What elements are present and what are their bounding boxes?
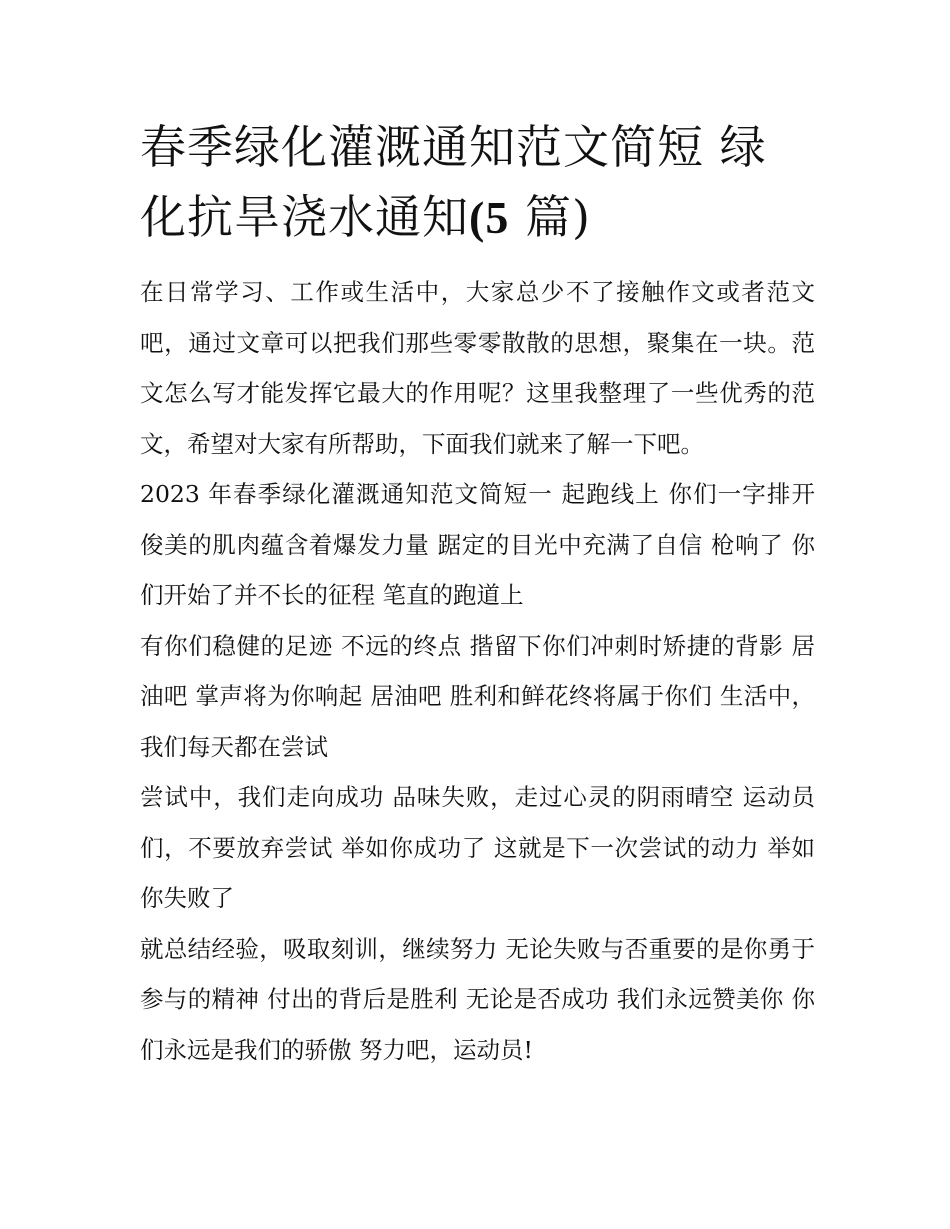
intro-paragraph: 在日常学习、工作或生活中，大家总少不了接触作文或者范文吧，通过文章可以把我们那些零零散散的思想，聚集在一块。范文怎么写才能发挥它最大的作用呢？这里我整理了一些优秀的范文，希望对大家有所帮助，下面我们就来了解一下吧。 — [140, 278, 815, 458]
body-paragraph: 2023 年春季绿化灌溉通知范文简短一 起跑线上 你们一字排开 俊美的肌肉蕴含着爆发力量 踞定的目光中充满了自信 枪响了 你们开始了并不长的征程 笔直的跑道上 — [140, 480, 815, 609]
title-line-1: 春季绿化灌溉通知范文简短 绿 — [140, 120, 767, 174]
body-paragraph: 有你们稳健的足迹 不远的终点 揩留下你们冲刺时矫捷的背影 居油吧 掌声将为你响起 居油吧 胜利和鲜花终将属于你们 生活中，我们每天都在尝试 — [140, 631, 815, 761]
document-title — [140, 112, 815, 253]
document-body — [140, 267, 815, 1075]
title-line-2-paren: (5 — [469, 192, 510, 243]
body-paragraph: 尝试中，我们走向成功 品味失败，走过心灵的阴雨晴空 运动员们，不要放弃尝试 举如你成功了 这就是下一次尝试的动力 举如你失败了 — [140, 783, 815, 912]
title-line-2-prefix: 化抗旱浇水通知 — [140, 190, 469, 244]
document-page — [140, 112, 815, 1075]
title-line-2-suffix: 篇) — [509, 190, 591, 244]
body-paragraph: 就总结经验，吸取刻训，继续努力 无论失败与否重要的是你勇于参与的精神 付出的背后是胜利 无论是否成功 我们永远赞美你 你们永远是我们的骄傲 努力吧，运动员! — [140, 934, 815, 1064]
